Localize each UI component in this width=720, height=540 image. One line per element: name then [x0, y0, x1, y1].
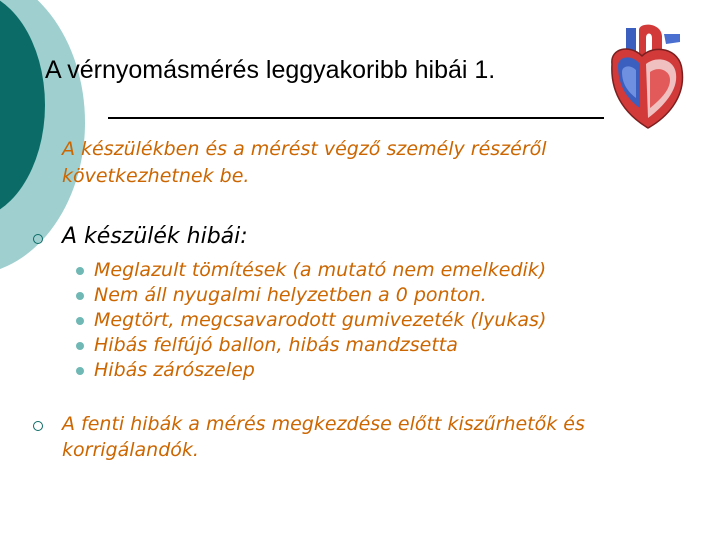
section-heading: A készülék hibái: — [62, 224, 248, 249]
defect-list — [0, 258, 720, 383]
list-item-label: Megtört, megcsavarodott gumivezeték (lyukas) — [94, 309, 547, 331]
closing-note: A fenti hibák a mérés megkezdése előtt kiszűrhetők és korrigálandók. — [62, 413, 585, 461]
dot-bullet-icon — [76, 267, 84, 275]
list-item-label: Hibás zárószelep — [94, 359, 255, 381]
dot-bullet-icon — [76, 367, 84, 375]
list-item — [0, 358, 720, 383]
list-item-label: Nem áll nyugalmi helyzetben a 0 ponton. — [94, 284, 487, 306]
title-underline — [108, 117, 604, 119]
list-item-label: Meglazult tömítések (a mutató nem emelkedik) — [94, 259, 547, 281]
intro-text: A készülékben és a mérést végző személy részéről következhetnek be. — [62, 138, 547, 187]
list-item — [0, 333, 720, 358]
list-item — [0, 258, 720, 283]
dot-bullet-icon — [76, 292, 84, 300]
circle-bullet-icon — [33, 421, 43, 431]
heart-anatomy-icon — [606, 20, 688, 132]
list-item — [0, 308, 720, 333]
dot-bullet-icon — [76, 317, 84, 325]
list-item — [0, 283, 720, 308]
circle-bullet-icon — [33, 234, 43, 244]
slide-title: A vérnyomásmérés leggyakoribb hibái 1. — [45, 56, 496, 84]
list-item-label: Hibás felfújó ballon, hibás mandzsetta — [94, 334, 458, 356]
dot-bullet-icon — [76, 342, 84, 350]
